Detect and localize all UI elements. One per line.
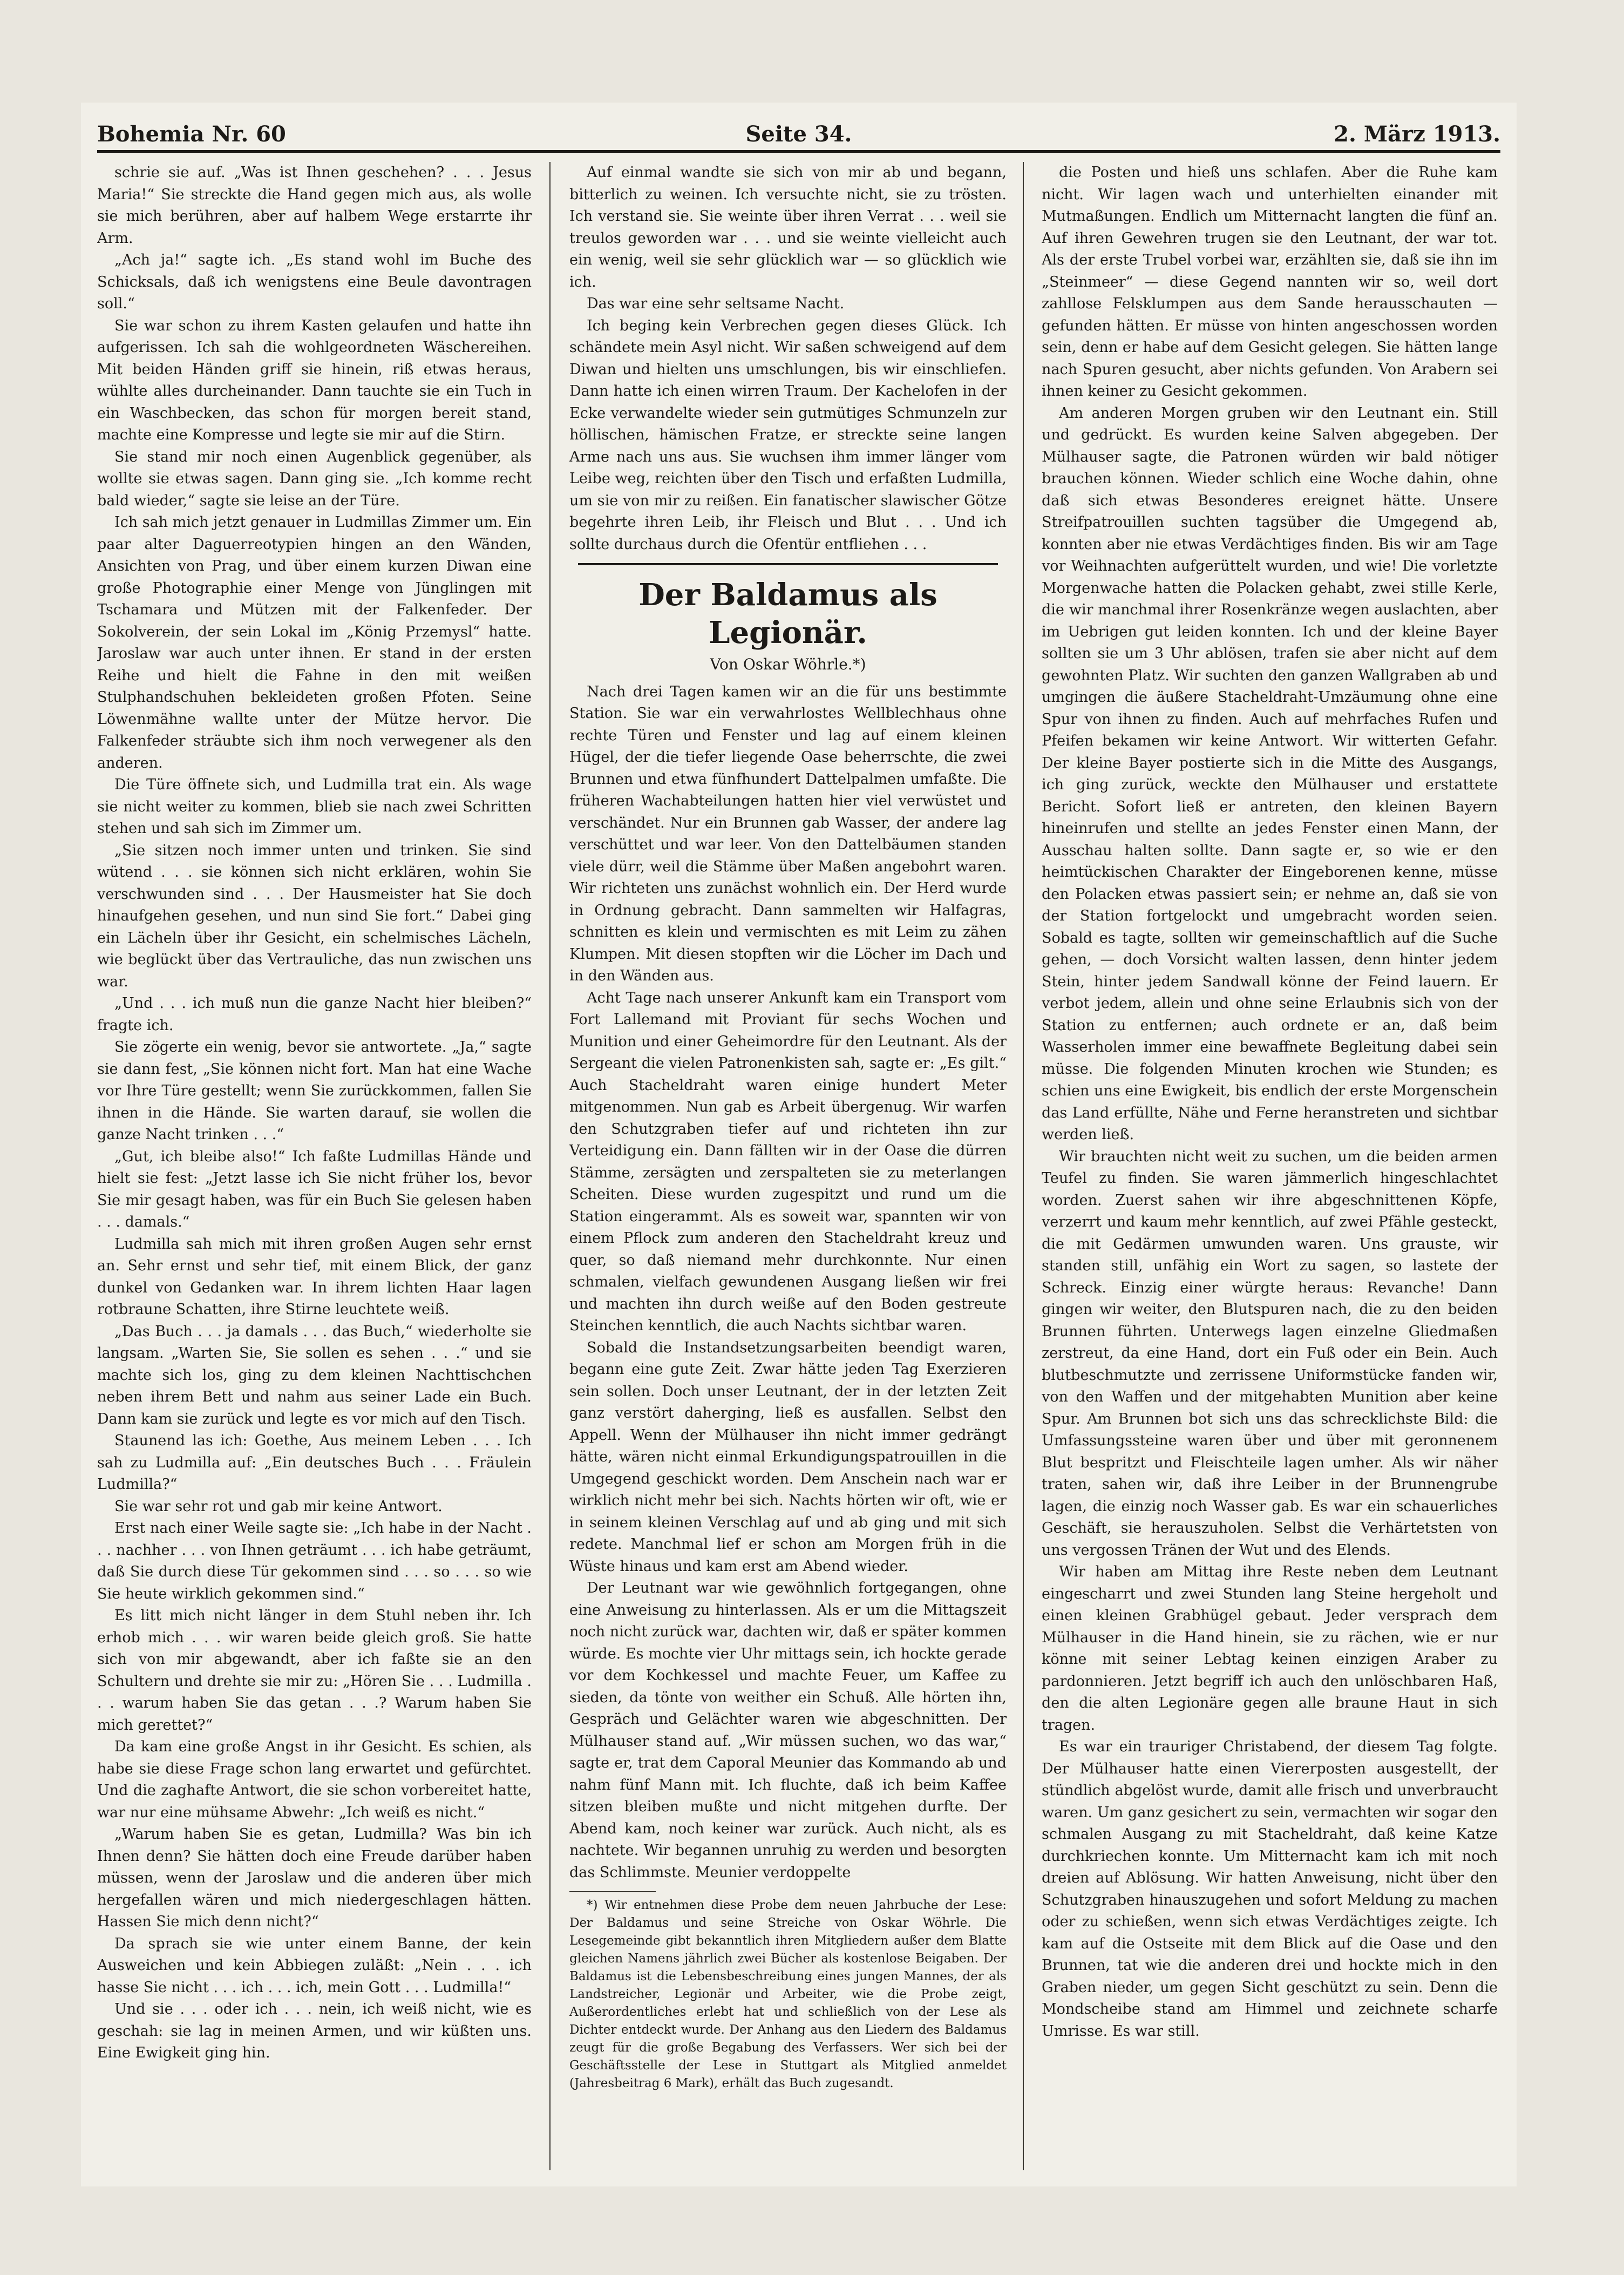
header-rule: [97, 150, 1500, 153]
paragraph: schrie sie auf. „Was ist Ihnen geschehen? . . . Jesus Maria!“ Sie streckte die Hand gegen mich aus, als wolle sie mich berühren, aber auf halbem Wege erstarrte ihr Arm.: [97, 164, 532, 247]
column-2: [569, 162, 1007, 2170]
column-divider-2: [1023, 162, 1024, 2170]
column-1: [97, 162, 532, 2170]
paragraph: die Posten und hieß uns schlafen. Aber die Ruhe kam nicht. Wir lagen wach und unterhielten einander mit Mutmaßungen. Endlich um Mitternacht langten die fünf an. Auf ihren Gewehren trugen sie den Leutnant, der war tot. Als der erste Trubel vorbei war, erzählten sie, daß sie ihn im „Steinmeer“ — diese Gegend nannten wir so, weil dort zahllose Felsklumpen aus dem Sande herausschauten — gefunden hätten. Er müsse von hinten angeschossen worden sein, denn er habe auf dem Gesicht gelegen. Sie hätten lange nach Spuren gesucht, aber nichts gefunden. Von Arabern sei ihnen keiner zu Gesicht gekommen.: [1042, 164, 1498, 400]
paragraph: Am anderen Morgen gruben wir den Leutnant ein. Still und gedrückt. Es wurden keine Salven abgegeben. Der Mülhauser sagte, die Patronen würden wir bald nötiger brauchen können. Wieder schlich eine Woche dahin, ohne daß sich etwas Besonderes ereignet hätte. Unsere Streifpatrouillen suchten tagsüber die Umgegend ab, konnten aber nie etwas Verdächtiges finden. Bis wir am Tage vor Weihnachten aufgerüttelt wurden, und wie! Die vorletzte Morgenwache hatten die Polacken gehabt, zwei stille Kerle, die wir manchmal ihrer Rosenkränze wegen auslachten, aber im Uebrigen gut leiden konnten. Ich und der kleine Bayer sollten sie um 3 Uhr ablösen, trafen sie aber nicht auf dem gewohnten Platz. Wir suchten den ganzen Wallgraben ab und umgingen die äußere Stacheldraht-Umzäumung ohne eine Spur von ihnen zu finden. Auch auf mehrfaches Rufen und Pfeifen bekamen wir keine Antwort. Wir witterten Gefahr. Der kleine Bayer postierte sich in die Mitte des Ausgangs, ich ging zurück, weckte den Mülhauser und erstattete Bericht. Sofort ließ er antreten, den kleinen Bayern hineinrufen und stellte an jedes Fenster einen Mann, der Ausschau halten sollte. Dann sagte er, so wie er den heimtückischen Charakter der Eingeborenen kenne, müsse den Polacken etwas passiert sein; er nehme an, daß sie von der Station fortgelockt und umgebracht worden seien. Sobald es tagte, sollten wir gemeinschaftlich auf die Suche gehen, — doch Vorsicht walten lassen, denn hinter jedem Stein, hinter jedem Sandwall könne der Feind lauern. Er verbot jedem, allein und ohne seine Erlaubnis sich von der Station zu entfernen; auch ordnete er an, daß beim Wasserholen immer eine bewaffnete Begleitung dabei sein müsse. Die folgenden Minuten krochen wie Stunden; es schien uns eine Ewigkeit, bis endlich der erste Morgenschein das Land erfüllte, Nähe und Ferne heranstreten und sichtbar werden ließ.: [1042, 404, 1498, 1143]
paragraph: „Gut, ich bleibe also!“ Ich faßte Ludmillas Hände und hielt sie fest: „Jetzt lasse ich Sie nicht früher los, bevor Sie mir gesagt haben, was für ein Buch Sie gelesen haben . . . damals.“: [97, 1148, 532, 1230]
header-page-number: Seite 34.: [745, 121, 852, 147]
paragraph: Der Leutnant war wie gewöhnlich fortgegangen, ohne eine Anweisung zu hinterlassen. Als er um die Mittagszeit noch nicht zurück war, dachten wir, daß er später kommen würde. Es mochte vier Uhr mittags sein, ich hockte gerade vor dem Kochkessel und machte Feuer, um Kaffee zu sieden, da tönte von weither ein Schuß. Alle hörten ihn, Gespräch und Gelächter waren wie abgeschnitten. Der Mülhauser stand auf. „Wir müssen suchen, wo das war,“ sagte er, trat dem Caporal Meunier das Kommando ab und nahm fünf Mann mit. Ich fluchte, daß ich beim Kaffee sitzen bleiben mußte und nicht mitgehen durfte. Der Abend kam, noch keiner war zurück. Auch nicht, als es nachtete. Wir begannen unruhig zu werden und besorgten das Schlimmste. Meunier verdoppelte: [569, 1580, 1007, 1881]
paragraph: „Und . . . ich muß nun die ganze Nacht hier bleiben?“ fragte ich.: [97, 995, 532, 1034]
paragraph: Es litt mich nicht länger in dem Stuhl neben ihr. Ich erhob mich . . . wir waren beide gleich groß. Sie hatte sich von mir abgewandt, aber ich faßte sie an den Schultern und drehte sie mir zu: „Hören Sie . . . Ludmilla . . . warum haben Sie das getan . . .? Warum haben Sie mich gerettet?“: [97, 1607, 532, 1734]
paragraph: Sie war schon zu ihrem Kasten gelaufen und hatte ihn aufgerissen. Ich sah die wohlgeordneten Wäschereihen. Mit beiden Händen griff sie hinein, riß etwas heraus, wühlte alles durcheinander. Dann tauchte sie ein Tuch in ein Waschbecken, das schon für morgen bereit stand, machte eine Kompresse und legte sie mir auf die Stirn.: [97, 317, 532, 443]
paragraph: Da sprach sie wie unter einem Banne, der kein Ausweichen und kein Abbiegen zuläßt: „Nein . . . ich hasse Sie nicht . . . ich . . . ich, mein Gott . . . Ludmilla!“: [97, 1935, 532, 1996]
paragraph: „Sie sitzen noch immer unten und trinken. Sie sind wütend . . . sie können sich nicht erklären, wohin Sie verschwunden sind . . . Der Hausmeister hat Sie doch hinaufgehen gesehen, und nun sind Sie fort.“ Dabei ging ein Lächeln über ihr Gesicht, ein schelmisches Lächeln, wie beglückt über das Vertrauliche, das nun zwischen uns war.: [97, 842, 532, 990]
paragraph: „Ach ja!“ sagte ich. „Es stand wohl im Buche des Schicksals, daß ich wenigstens eine Beule davontragen soll.“: [97, 252, 532, 312]
paragraph: „Warum haben Sie es getan, Ludmilla? Was bin ich Ihnen denn? Sie hätten doch eine Freude darüber haben müssen, wenn der Jaroslaw und die anderen über mich hergefallen wären und mich niedergeschlagen hätten. Hassen Sie mich denn nicht?“: [97, 1826, 532, 1930]
page-header: [97, 121, 1500, 159]
paragraph: Und sie . . . oder ich . . . nein, ich weiß nicht, wie es geschah: sie lag in meinen Armen, und wir küßten uns. Eine Ewigkeit ging hin.: [97, 2001, 532, 2061]
article-byline: Von Oskar Wöhrle.*): [710, 655, 866, 673]
paragraph: Ich sah mich jetzt genauer in Ludmillas Zimmer um. Ein paar alter Daguerreotypien hingen an den Wänden, Ansichten von Prag, und über einem kurzen Diwan eine große Photographie einer Menge von Jünglingen mit Tschamara und Mützen mit der Falkenfeder. Der Sokolverein, der sein Lokal im „König Przemysl“ hatte. Jaroslaw war auch unter ihnen. Er stand in der ersten Reihe und hielt die Fahne in den mit weißen Stulphandschuhen bekleideten großen Pfoten. Seine Löwenmähne wallte unter der Mütze hervor. Die Falkenfeder sträubte sich ihm noch verwegener als den anderen.: [97, 514, 532, 771]
article-title: Der Baldamus als Legionär.: [638, 577, 937, 651]
paragraph: Da kam eine große Angst in ihr Gesicht. Es schien, als habe sie diese Frage schon lang erwartet und gefürchtet. Und die zaghafte Antwort, die sie schon vorbereitet hatte, war nur eine mühsame Abwehr: „Ich weiß es nicht.“: [97, 1738, 532, 1821]
article-separator: [578, 563, 998, 565]
paragraph: Wir haben am Mittag ihre Reste neben dem Leutnant eingescharrt und zwei Stunden lang Steine hergeholt und einen kleinen Grabhügel gebaut. Jeder versprach dem Mülhauser in die Hand hinein, sie zu rächen, wie er nur könne mit seiner Lebtag keinen einzigen Araber zu pardonnieren. Jetzt begriff ich auch den unlöschbaren Haß, den die alten Legionäre gegen alle braune Haut in sich tragen.: [1042, 1563, 1498, 1734]
paragraph: Auf einmal wandte sie sich von mir ab und begann, bitterlich zu weinen. Ich versuchte nicht, sie zu trösten. Ich verstand sie. Sie weinte über ihren Verrat . . . weil sie treulos geworden war . . . und sie weinte vielleicht auch ein wenig, weil sie sehr glücklich war — so glücklich wie ich.: [569, 164, 1007, 290]
paragraph: Sie stand mir noch einen Augenblick gegenüber, als wollte sie etwas sagen. Dann ging sie. „Ich komme recht bald wieder,“ sagte sie leise an der Türe.: [97, 448, 532, 509]
paragraph: Es war ein trauriger Christabend, der diesem Tag folgte. Der Mülhauser hatte einen Viererposten ausgestellt, der stündlich abgelöst wurde, damit alle frisch und unverbraucht waren. Um ganz gesichert zu sein, vermachten wir sogar den schmalen Ausgang zu mit Stacheldraht, daß keine Katze durchkriechen konnte. Um Mitternacht kam ich mit noch dreien auf Ablösung. Wir hatten Anweisung, nicht über den Schutzgraben hinauszugehen und sofort Meldung zu machen oder zu schießen, wenn sich etwas Verdächtiges zeigte. Ich kam auf die Ostseite mit dem Blick auf die Oase und den Brunnen, tat wie die anderen drei und hockte mich in den Graben nieder, um gegen Sicht geschützt zu sein. Denn die Mondscheibe stand am Himmel und zeichnete scharfe Umrisse. Es war still.: [1042, 1738, 1498, 2040]
newspaper-page: [81, 103, 1517, 2186]
paragraph: Ich beging kein Verbrechen gegen dieses Glück. Ich schändete mein Asyl nicht. Wir saßen schweigend auf dem Diwan und hielten uns umschlungen, bis wir einschliefen. Dann hatte ich einen wirren Traum. Der Kachelofen in der Ecke verwandelte wieder sein gutmütiges Schmunzeln zur höllischen, hämischen Fratze, er streckte seine langen Arme nach uns aus. Sie wuchsen ihm immer länger vom Leibe weg, reichten über den Tisch und erfaßten Ludmilla, um sie von mir zu reißen. Ein fanatischer slawischer Götze begehrte ihren Leib, ihr Fleisch und Blut . . . Und ich sollte durchaus durch die Ofentür entfliehen . . .: [569, 317, 1007, 553]
paragraph: Sie war sehr rot und gab mir keine Antwort.: [114, 1498, 443, 1515]
paragraph: Das war eine sehr seltsame Nacht.: [587, 295, 845, 312]
header-date: 2. März 1913.: [1334, 121, 1500, 147]
column-divider-1: [549, 162, 551, 2170]
paragraph: Erst nach einer Weile sagte sie: „Ich habe in der Nacht . . . nachher . . . von Ihnen geträumt . . . ich habe geträumt, daß Sie durch diese Tür gekommen sind . . . so . . . so wie Sie heute wirklich gekommen sind.“: [97, 1520, 532, 1602]
paragraph: „Das Buch . . . ja damals . . . das Buch,“ wiederholte sie langsam. „Warten Sie, Sie sollen es sehen . . .“ und sie machte sich los, ging zu dem kleinen Nachttischchen neben ihrem Bett und nahm aus seiner Lade ein Buch. Dann kam sie zurück und legte es vor mich auf den Tisch.: [97, 1323, 532, 1427]
paragraph: Die Türe öffnete sich, und Ludmilla trat ein. Als wage sie nicht weiter zu kommen, blieb sie nach zwei Schritten stehen und sah sich im Zimmer um.: [97, 776, 532, 837]
paragraph: Acht Tage nach unserer Ankunft kam ein Transport vom Fort Lallemand mit Proviant für sechs Wochen und Munition und einer Geheimordre für den Leutnant. Als der Sergeant die vielen Patronenkisten sah, sagte er: „Es gilt.“ Auch Stacheldraht waren einige hundert Meter mitgenommen. Nun gab es Arbeit übergenug. Wir warfen den Schutzgraben tiefer auf und richteten ihn zur Verteidigung ein. Dann fällten wir in der Oase die dürren Stämme, zersägten und zerspalteten sie zu meterlangen Scheiten. Diese wurden zugespitzt und rund um die Station eingerammt. Als es soweit war, spannten wir von einem Pflock zum anderen den Stacheldraht kreuz und quer, so daß niemand mehr durchkonnte. Nur einen schmalen, vielfach gewundenen Ausgang ließen wir frei und machten ihn durch weiße auf den Boden gestreute Steinchen kenntlich, die auch Nachts sichtbar waren.: [569, 989, 1007, 1334]
paragraph: Sie zögerte ein wenig, bevor sie antwortete. „Ja,“ sagte sie dann fest, „Sie können nicht fort. Man hat eine Wache vor Ihre Türe gestellt; wenn Sie zurückkommen, fallen Sie ihnen in die Hände. Sie warten darauf, sie wollen die ganze Nacht trinken . . .“: [97, 1039, 532, 1143]
footnote: *) Wir entnehmen diese Probe dem neuen Jahrbuche der Lese: Der Baldamus und seine Streiche von Oskar Wöhrle. Die Lesegemeinde gibt bekanntlich ihren Mitgliedern außer dem Blatte gleichen Namens jährlich zwei Bücher als kostenlose Beigaben. Der Baldamus ist die Lebensbeschreibung eines jungen Mannes, der als Landstreicher, Legionär und Arbeiter, wie die Probe zeigt, Außerordentliches erlebt hat und schließlich von der Lese als Dichter entdeckt wurde. Der Anhang aus den Liedern des Baldamus zeugt für die große Begabung des Verfassers. Wer sich bei der Geschäftsstelle der Lese in Stuttgart als Mitglied anmeldet (Jahresbeitrag 6 Mark), erhält das Buch zugesandt.: [569, 1898, 1007, 2090]
paragraph: Staunend las ich: Goethe, Aus meinem Leben . . . Ich sah zu Ludmilla auf: „Ein deutsches Buch . . . Fräulein Ludmilla?“: [97, 1432, 532, 1493]
paragraph: Sobald die Instandsetzungsarbeiten beendigt waren, begann eine gute Zeit. Zwar hätte jeden Tag Exerzieren sein sollen. Doch unser Leutnant, der in der letzten Zeit ganz verstört daherging, ließ es ausfallen. Selbst den Appell. Wenn der Mülhauser ihn nicht immer gedrängt hätte, wären nicht einmal Erkundigungspatrouillen in die Umgegend geschickt worden. Dem Anschein nach war er wirklich nicht mehr bei sich. Nachts hörten wir oft, wie er in seinem kleinen Verschlag auf und ab ging und mit sich redete. Manchmal lief er schon am Morgen früh in die Wüste hinaus und kam erst am Abend wieder.: [569, 1339, 1007, 1575]
paragraph: Ludmilla sah mich mit ihren großen Augen sehr ernst an. Sehr ernst und sehr tief, mit einem Blick, der ganz dunkel von Gedanken war. In ihrem lichten Haar lagen rotbraune Schatten, ihre Stirne leuchtete weiß.: [97, 1235, 532, 1318]
paragraph: Wir brauchten nicht weit zu suchen, um die beiden armen Teufel zu finden. Sie waren jämmerlich hingeschlachtet worden. Zuerst sahen wir ihre abgeschnittenen Köpfe, verzerrt und kaum mehr kenntlich, auf zwei Pfähle gesteckt, die mit Gedärmen umwunden waren. Uns grauste, wir standen still, unfähig ein Wort zu sagen, so lastete der Schreck. Einzig einer würgte heraus: Revanche! Dann gingen wir weiter, den Blutspuren nach, die zu den beiden Brunnen führten. Unterwegs lagen einzelne Gliedmaßen zerstreut, da eine Hand, dort ein Fuß oder ein Bein. Auch blutbeschmutzte und zerrissene Uniformstücke fanden wir, von den Waffen und der mitgehabten Munition aber keine Spur. Am Brunnen bot sich uns das schrecklichste Bild: die Umfassungssteine waren über und über mit geronnenem Blut bespritzt und Fleischteile lagen umher. Als wir näher traten, sahen wir, daß ihre Leiber in der Brunnengrube lagen, die einzig noch Wasser gab. Es war ein schauerliches Geschäft, sie herauszuholen. Selbst die Verhärtetsten von uns vergossen Tränen der Wut und des Elends.: [1042, 1148, 1498, 1559]
column-3: [1042, 162, 1498, 2170]
paragraph: Nach drei Tagen kamen wir an die für uns bestimmte Station. Sie war ein verwahrlostes Wellblechhaus ohne rechte Türen und Fenster und lag auf einem kleinen Hügel, der die tiefer liegende Oase beherrschte, die zwei Brunnen und etwa fünfhundert Dattelpalmen umfaßte. Die früheren Wachabteilungen hatten hier viel verwüstet und verschändet. Nur ein Brunnen gab Wasser, der andere lag verschüttet und war leer. Von den Dattelbäumen standen viele dürr, weil die Stämme über Maßen angebohrt waren. Wir richteten uns zunächst wohnlich ein. Der Herd wurde in Ordnung gebracht. Dann sammelten wir Halfagras, schnitten es klein und vermischten es mit Leim zu zähen Klumpen. Mit diesen stopften wir die Löcher im Dach und in den Wänden aus.: [569, 683, 1007, 984]
header-issue: Bohemia Nr. 60: [97, 121, 286, 147]
footnote-rule: [569, 1891, 656, 1892]
